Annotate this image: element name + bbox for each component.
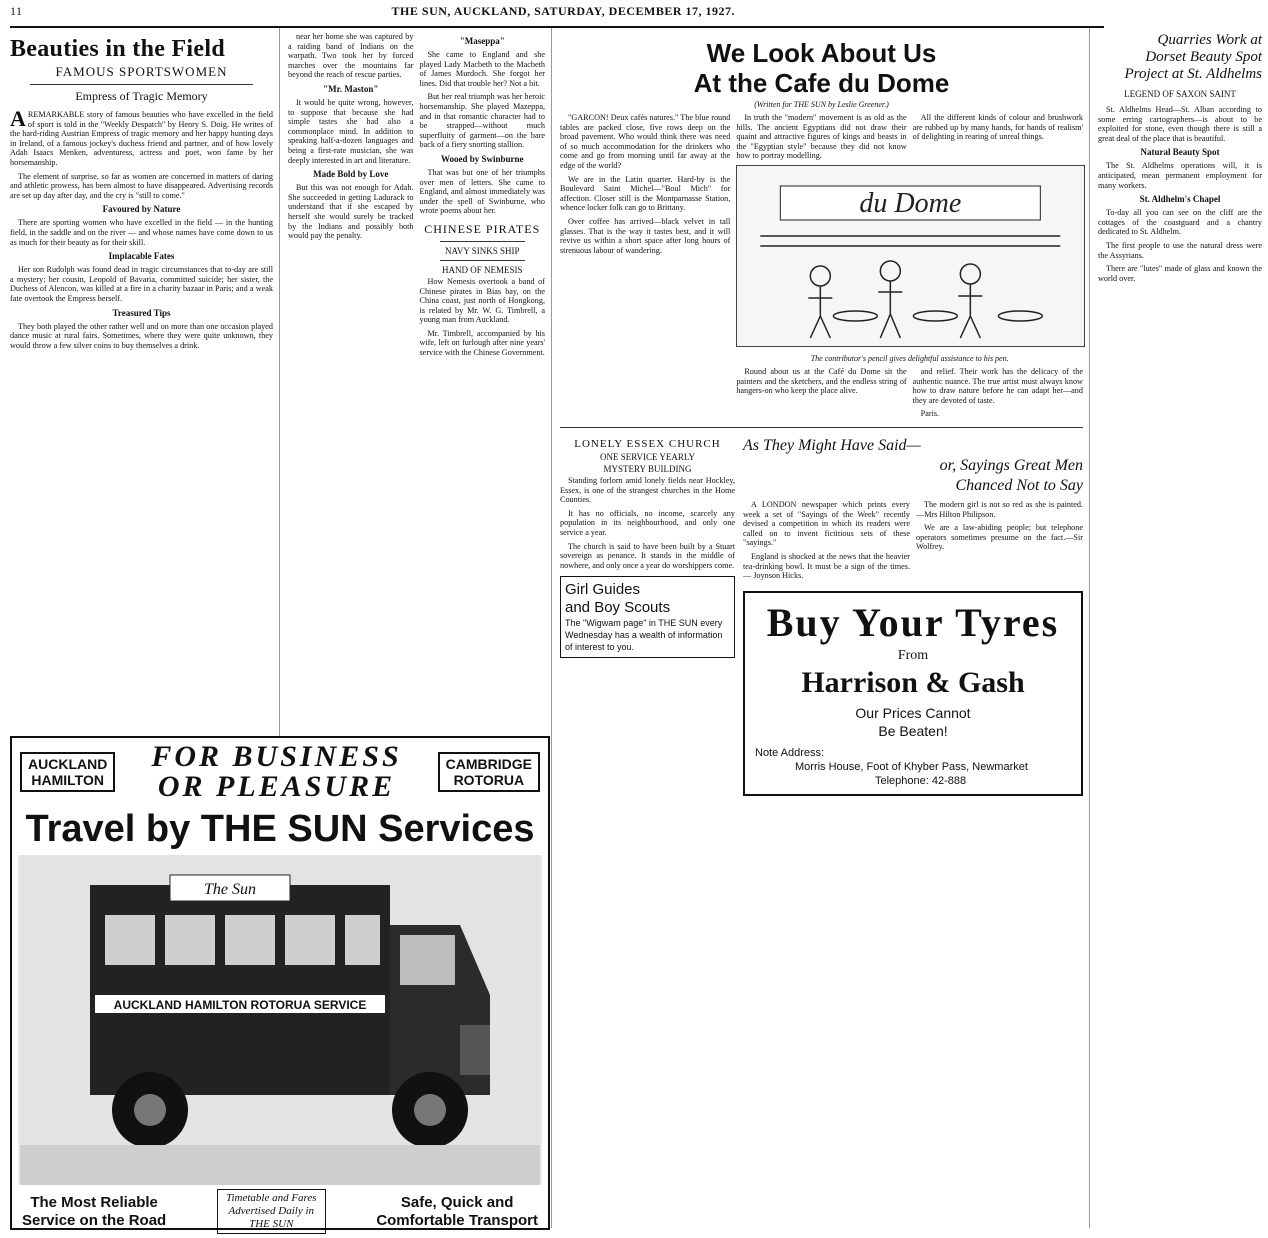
masthead [10, 0, 1104, 28]
essex-p2: It has no officials, no income, scarcely any population in its neighbourhood, and only one service a year. [560, 508, 735, 537]
quarries-head [1098, 32, 1262, 83]
beauties-p1: The element of surprise, so far as women are concerned in matters of daring and athletic prowess, has been almost to have disappeared. Advertising records are set up day after day, and the cry is "still to come." [10, 171, 273, 200]
cafe-headline [560, 38, 1083, 98]
travel-bottom [12, 1185, 548, 1238]
quarries-p1: St. Aldhelms Head—St. Alban according to some erring cartographers—is about to be exploited for stone, even though there is still a great deal of the place that is beautiful. [1098, 105, 1262, 143]
left-city-1: AUCKLAND [28, 756, 108, 772]
pirates-head-2: NAVY SINKS SHIP [444, 245, 520, 256]
cafe-caption: The contributor's pencil gives delightful assistance to his pen. [810, 353, 1009, 363]
tyres-line3: Harrison & Gash [801, 665, 1025, 699]
pirates-head-1: CHINESE PIRATES [424, 221, 541, 236]
essex-p1: Standing forlorn amid lonely fields near Hockley, Essex, is one of the strangest churches in the Home Counties. [560, 475, 735, 505]
bus-side-text: AUCKLAND HAMILTON ROTORUA SERVICE [113, 998, 367, 1012]
girl-guides-title [565, 581, 730, 617]
beauties-headline: Beauties in the Field [10, 36, 225, 62]
essex-p3: The church is said to have been built by a Stuart sovereign as penance. It stands in the middle of nowhere, and only once a year do worshippers come. [560, 541, 735, 570]
tyres-address-block [755, 746, 1071, 788]
tyres-phone: Telephone: 42-888 [875, 774, 967, 787]
girl-guides-text: The "Wigwam page" in THE SUN every Wednesday has a wealth of information of interest to you. [565, 618, 723, 653]
cafe-illustration [736, 165, 1085, 347]
girl-guides-title-line1: Girl Guides [565, 581, 641, 599]
tyres-ad [743, 591, 1083, 796]
cafe-p5: All the different kinds of colour and brushwork are rubbed up by many hands, for hands of realism' of delighting in rearing of unreal things. [912, 113, 1083, 142]
subhead-love: Made Bold by Love [313, 169, 389, 180]
quarries-p4: The first people to use the natural dress were the Assyrians. [1098, 240, 1262, 260]
girl-guides-title-line2: and Boy Scouts [565, 599, 671, 617]
sayings-p1: A LONDON newspaper which prints every week a set of "Sayings of the Week" recently devised a competition in which its readers were called on to invent fictitious sets of these "sayings." [743, 499, 910, 548]
sayings-head-1: As They Might Have Said— [743, 436, 921, 454]
sayings-p2: England is shocked at the news that the heavier tea-drinking bowl. It must be a sign of the times. — Joynson Hicks. [743, 551, 910, 581]
cafe-p2: In truth the "modern" movement is as old as the hills. The ancient Egyptians did not draw their quaint and attractive figures of kings and beasts in the "Egyptian style" because they did not know how to portray modelling. [736, 113, 907, 161]
subhead-maston: "Mr. Maston" [323, 83, 379, 94]
beauties-p3: Her son Rudolph was found dead in tragic circumstances that to-day are still a mystery; her cousin, Leopold of Bavaria, committed suicide; her sister, the Duchess of Alencon, was killed at a fire in a charity bazaar in Paris; and a weak fate overtook the Empress herself. [10, 265, 273, 303]
middle-p4: That was but one of her triumphs over men of letters. She came to England, and almost immediately was under the spell of Swinburne, who wrote poems about her. [419, 167, 545, 216]
bottom-center-2: Advertised Daily in [228, 1205, 315, 1217]
sayings-head [743, 436, 1083, 496]
page-number: 11 [10, 4, 23, 18]
sayings-p4: We are a law-abiding people; but telephone operators sometimes presume on the fact.—Sir Wolfrey. [916, 523, 1083, 552]
cafe-columns [560, 113, 1083, 423]
middle-p2: It would be quite wrong, however, to suppose that because she had simple tastes she had also a commonplace mind. In addition to speaking half-a-dozen languages and being a first-rate musician, she was deeply interested in art and literature. [288, 97, 414, 165]
bottom-center-3: THE SUN [249, 1218, 294, 1230]
quarries-p3: To-day all you can see on the cliff are the cottages of the coastguard and a chantry dedicated to St. Aldhelm. [1098, 208, 1262, 237]
sayings-head-3: Chanced Not to Say [955, 476, 1083, 494]
quarries-head-1: Quarries Work at [1157, 32, 1262, 48]
cafe-p1: "GARCON! Deux cafés natures." The blue round tables are packed close, five rows deep on the broad pavement. Who would think there was need of so much accommodation for the drinkers who come and go from morning until far away at the edge of the world? [560, 113, 731, 170]
travel-ad [10, 736, 550, 1230]
subhead-chapel: St. Aldhelm's Chapel [1139, 194, 1221, 205]
bottom-right-2: Comfortable Transport [376, 1211, 538, 1229]
masthead-title: THE SUN, AUCKLAND, SATURDAY, DECEMBER 17, 1927. [391, 4, 735, 18]
beauties-subhead: FAMOUS SPORTSWOMEN [55, 64, 228, 79]
travel-top [12, 738, 548, 806]
tyres-line4a: Our Prices Cannot [855, 704, 971, 721]
quarries-sub: LEGEND OF SAXON SAINT [1124, 89, 1236, 99]
travel-bottom-right [376, 1194, 538, 1230]
essex-article [560, 432, 735, 796]
tyres-line4b: Be Beaten! [878, 722, 948, 739]
bottom-left-2: Service on the Road [22, 1211, 167, 1229]
cafe-p6: Round about us at the Café du Dome sit the painters and the sketchers, and the endless string of hangers-on who keep the place alive. [736, 366, 907, 396]
middle-p3: But this was not enough for Adah. She succeeded in getting Ladurack to understand that if she escaped by herself she would surely be tracked by the Indians and possibly both would pay the penalty. [288, 183, 414, 241]
pirates-p1: How Nemesis overtook a band of Chinese pirates in Bias bay, on the China coast, just north of Hongkong, is related by Mr. W. G. Timbrell, a young man from Auckland. [419, 276, 545, 325]
cafe-p4: Over coffee has arrived—black velvet in tall glasses. That is the way it tastes best, and it will revive us within a short space after long hours of strenuous labour of wandering. [560, 216, 731, 255]
beauties-p2: There are sporting women who have excelled in the field — in the hunting field, in the saddle and on the river — and whose names have come down to us as much for their beauty as for their skill. [10, 218, 273, 247]
bottom-right-1: Safe, Quick and [400, 1193, 514, 1211]
essex-head-2: ONE SERVICE YEARLY [599, 451, 696, 462]
travel-bottom-center [217, 1189, 326, 1234]
subhead-implacable: Implacable Fates [108, 251, 175, 262]
travel-bottom-left [22, 1194, 166, 1230]
quarries-p2: The St. Aldhelms operations will, it is anticipated, mean permanent employment for many workers. [1098, 161, 1262, 190]
tyres-line1: Buy Your Tyres [766, 599, 1060, 645]
quarries-head-2: Dorset Beauty Spot [1145, 49, 1262, 65]
for-line-1: FOR BUSINESS [151, 740, 402, 773]
beauties-p4: They both played the other rather well and on more than one occasion played dance music at rural fairs. Sometimes, where they were quite unknown, they would throw a few silver coins to buy themselves a drink. [10, 321, 273, 350]
column-cafe [560, 28, 1090, 1228]
subhead-treasured: Treasured Tips [112, 307, 171, 318]
pirates-p2: Mr. Timbrell, accompanied by his wife, left on furlough after nine years' service with the Chinese Government. [419, 328, 545, 358]
quarries-head-3: Project at St. Aldhelms [1124, 66, 1262, 82]
quarries-p5: There are "lutes" made of glass and known the world over. [1098, 264, 1262, 283]
subhead-natural: Natural Beauty Spot [1140, 147, 1220, 158]
bottom-left-1: The Most Reliable [30, 1193, 158, 1211]
column-quarries [1098, 28, 1268, 1228]
cafe-p3: We are in the Latin quarter. Hard-by is the Boulevard Saint Michel—"Boul Mich" for affection. Closer still is the Montparnasse Station, whence locker folk can go to Brittany. [560, 174, 731, 213]
cafe-p7: and relief. Their work has the delicacy of the authentic nuance. The true artist must always know how to draw nature before he can adapt her—and they are devoted of taste. [912, 366, 1083, 405]
sayings-p3: The modern girl is not so red as she is painted.—Mrs Hilton Philipson. [916, 499, 1083, 519]
subhead-maseppa: "Maseppa" [459, 36, 505, 46]
middle-p1: near her home she was captured by a raiding band of Indians on the warpath. Two took her by forced marches over the mountains far beyond the reach of rescue parties. [288, 32, 414, 80]
sayings-article [743, 432, 1083, 796]
for-line-2: OR PLEASURE [157, 770, 396, 803]
subhead-swinburne: Wooed by Swinburne [440, 153, 524, 164]
bus-icon [18, 855, 542, 1185]
bottom-center-1: Timetable and Fares [225, 1192, 317, 1204]
for-business [151, 742, 401, 802]
left-city-2: HAMILTON [31, 772, 104, 788]
travel-title: Travel by THE SUN Services [25, 808, 535, 850]
subhead-favoured: Favoured by Nature [102, 204, 181, 215]
dropcap: A [10, 106, 26, 131]
left-city-box [20, 752, 115, 792]
tyres-address: Morris House, Foot of Khyber Pass, Newmarket [795, 760, 1028, 773]
pirates-head-3: HAND OF NEMESIS [441, 264, 523, 275]
cafe-signoff: Paris. [920, 409, 940, 419]
tyres-line4 [755, 704, 1071, 740]
bus-photo [18, 855, 542, 1185]
right-city-1: CAMBRIDGE [445, 756, 532, 772]
maseppa-p2: But her real triumph was her heroic horsemanship. She played Mazeppa, and in that romantic character had to be strapped—without much superfluity of garment—on the bare back of a fiery snorting stallion. [419, 92, 545, 150]
bus-sign: The Sun [204, 881, 256, 898]
tyres-note-label: Note Address: [755, 746, 825, 759]
essex-head-1: LONELY ESSEX CHURCH [574, 437, 721, 450]
essex-head-3: MYSTERY BUILDING [603, 463, 692, 474]
cafe-byline: (Written for THE SUN by Leslie Greener.) [754, 100, 889, 109]
maseppa-p1: She came to England and she played Lady Macbeth to the Macbeth of James Murdoch. She forgot her lines. Did that trouble her? Not a bit. [419, 50, 545, 88]
girl-guides-ad [560, 576, 735, 658]
cafe-headline-line2: At the Cafe du Dome [693, 68, 950, 98]
cafe-headline-line1: We Look About Us [706, 38, 937, 68]
tyres-line2: From [897, 647, 929, 663]
sayings-head-2: or, Sayings Great Men [939, 456, 1083, 474]
beauties-intro: REMARKABLE story of famous beauties who have excelled in the field of sport is told in the "Weekly Despatch" by Henry S. Doig. He writes of the hard-riding Austrian Empress of tragic memory and her happy hunting days in Ireland, of a famous jockey's duchess friend and partner, and of how lovely Adah Isaacs Menken, adventuress, actress and poet, won fame by her horsemanship. [10, 110, 273, 167]
right-city-box [438, 752, 540, 792]
right-city-2: ROTORUA [453, 772, 525, 788]
beauties-subhead-2: Empress of Tragic Memory [75, 89, 208, 103]
svg-text:du Dome: du Dome [859, 187, 962, 219]
